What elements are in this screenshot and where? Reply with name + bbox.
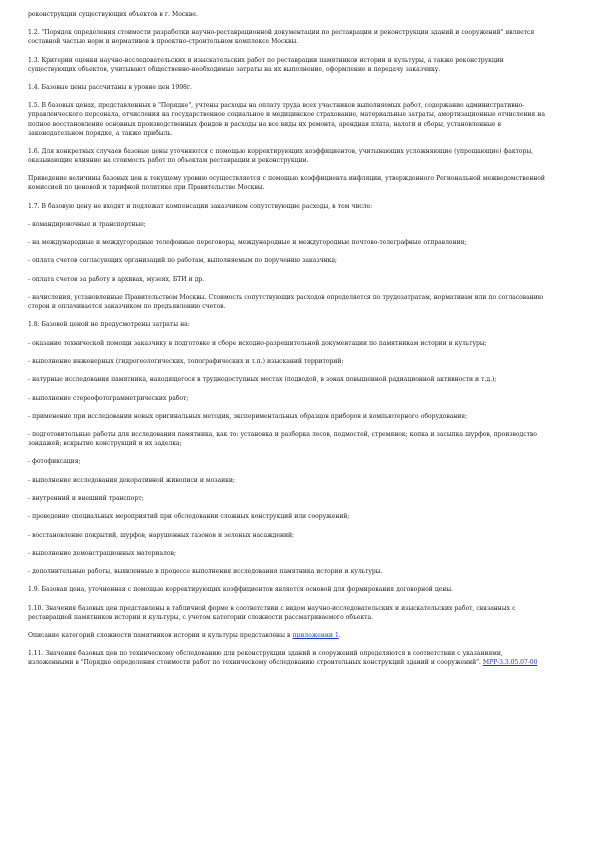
paragraph: 1.3. Критерии оценки научно-исследовательских и изыскательских работ по реставрации памятников истории и культуры, а также реконструкции существующих объектов, учитывают общественно-необходимые затраты на их выполнение, оформление и передачу заказчику. [28, 56, 504, 73]
paragraph: реконструкции существующих объектов в г. Москве. [28, 11, 198, 18]
paragraph-text: 1.11. Значения базовых цен по техническому обследованию для реконструкции зданий и сооружений определяются в соответствии с указаниями, изложенными в "Порядке определения стоимости работ по техническому обследованию строительных конструкций зданий и сооружений". [28, 650, 503, 667]
list-item: - проведение специальных мероприятий при обследовании сложных конструкций или сооружений; [28, 513, 350, 521]
mrr-reference-link[interactable]: МРР-3.3.05.07-00 [482, 659, 538, 667]
list-item: - фотофиксация; [28, 458, 81, 466]
paragraph: 1.5. В базовых ценах, представленных в "Порядке", учтены расходы на оплату труда всех участников выполняемых работ, содержание административно-управленческого персонала, отчисления на государственное социальное и медицинское страхование, материальные затраты, амортизационные отчисления на полное восстановление основных производственных фондов и расходы на все виды их ремонта, арендная плата, налоги и сборы, установленные в законодательном порядке, а также прибыль. [28, 102, 545, 137]
paragraph: Приведение величины базовых цен к текущему уровню осуществляется с помощью коэффициента инфляции, утвержденного Региональной межведомственной комиссией по ценовой и тарифной политике при Правительстве Москвы. [28, 175, 545, 192]
paragraph: 1.9. Базовая цена, уточненная с помощью корректирующих коэффициентов является основой для формирования договорной цены. [28, 586, 453, 594]
list-item: - применение при исследовании новых оригинальных методик, экспериментальных образцов приборов и компьютерного оборудования; [28, 412, 468, 420]
paragraph: 1.7. В базовую цену не входят и подлежат компенсации заказчиком сопутствующие расходы, в том числе: [28, 202, 373, 210]
appendix-1-link[interactable]: приложении 1 [292, 632, 339, 640]
list-item: - выполнение демонстрационных материалов; [28, 549, 176, 557]
list-item: - натурные исследования памятника, находящегося в труднодоступных местах (подводой, в зонах повышенной радиационной активности и т.д.); [28, 376, 497, 384]
paragraph: 1.2. "Порядок определения стоимости разработки научно-реставрационной документации по реставрации и реконструкции зданий и сооружений" является составной частью норм и нормативов в проектно-строительном комплексе Москвы. [28, 29, 535, 46]
paragraph: 1.4. Базовые цены рассчитаны в уровне цен 1998г. [28, 84, 192, 92]
paragraph-text: Описание категорий сложности памятников истории и культуры представлены в [28, 632, 293, 640]
paragraph [28, 631, 545, 640]
paragraph: 1.10. Значения базовых цен представлены в табличной форме в соответствии с видом научно-исследовательских и изыскательских работ, связанных с реставрацией памятников истории и культуры, с учетом категории сложности рассматриваемого объекта. [28, 604, 516, 621]
paragraph: 1.6. Для конкретных случаев базовые цены уточняются с помощью корректирующих коэффициентов, учитывающих усложняющие (упрощающие) факторы, оказывающие влияние на стоимость работ по объектам реставрации и реконструкции. [28, 147, 534, 164]
paragraph: 1.8. Базовой ценой не предусмотрены затраты на: [28, 321, 190, 329]
list-item: - начисления, установленные Правительством Москвы. Стоимость сопутствующих расходов определяется по трудозатратам, нормативам или по согласованию сторон и оплачивается заказчиком по предъявлению счетов. [28, 294, 543, 311]
list-item: - выполнение стереофотограмметрических работ; [28, 394, 189, 402]
list-item: - выполнение исследования декоративной живописи и мозаики; [28, 476, 235, 484]
list-item: - подготовительные работы для исследования памятника, как то: установка и разборка лесов, подмостей, стремянок; копка и засыпка шурфов, производство зондажей; вскрытие конструкций и их заделка; [28, 431, 537, 448]
paragraph [28, 649, 545, 667]
list-item: - выполнение инженерных (гидрогеологических, топографических и т.п.) изысканий территорий; [28, 357, 344, 365]
list-item: - восстановление покрытий, шурфов, нарушенных газонов и зеленых насаждений; [28, 531, 294, 539]
list-item: - оказание технической помощи заказчику в подготовке и сборе исходно-разрешительной документации по памятникам истории и культуры; [28, 339, 487, 347]
list-item: - дополнительные работы, выявленные в процессе выполнения исследования памятника истории и культуры. [28, 568, 383, 576]
paragraph-text-tail: . [338, 632, 341, 640]
list-item: - внутренний и внешний транспорт; [28, 495, 144, 503]
list-item: - оплата счетов согласующих организаций по работам, выполняемым по поручению заказчика; [28, 257, 337, 265]
list-item: - командировочные и транспортные; [28, 220, 146, 228]
list-item: - оплата счетов за работу в архивах, музеях, БТИ и др. [28, 275, 205, 283]
list-item: - на международные и междугородные телефонные переговоры, международные и междугородные почтово-телеграфные отправления; [28, 239, 467, 247]
